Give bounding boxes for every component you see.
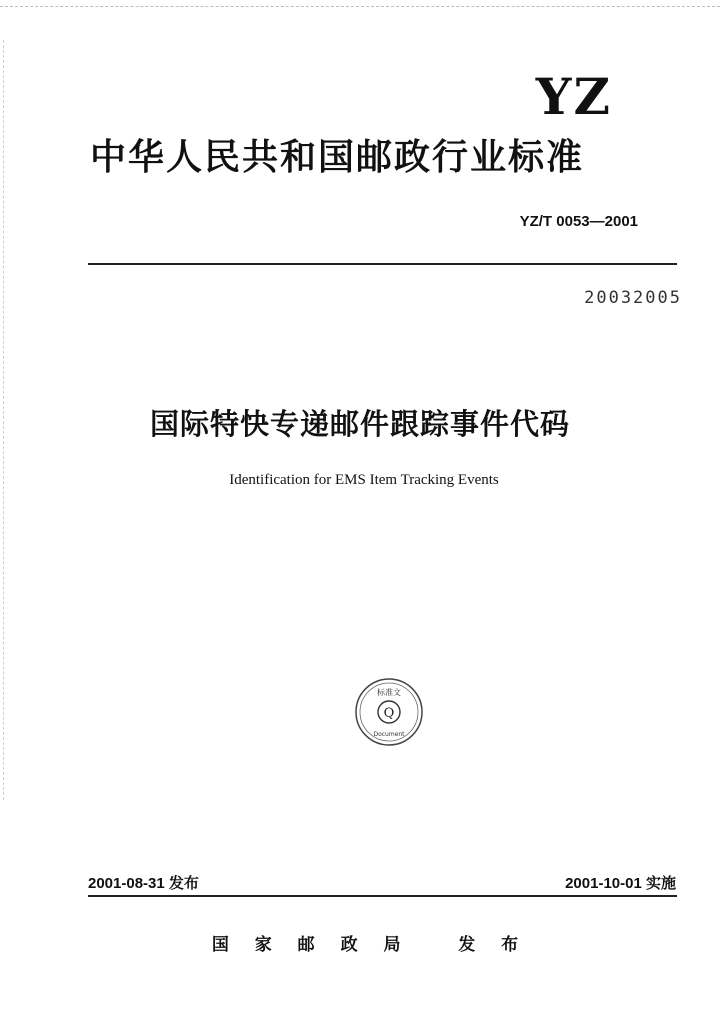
svg-text:Document: Document (373, 731, 405, 738)
header-divider (88, 263, 677, 265)
svg-text:标准文: 标准文 (377, 688, 401, 697)
footer-divider (88, 895, 677, 897)
standard-code: YZ (535, 67, 612, 126)
scan-edge-top (0, 6, 720, 7)
document-title-chinese: 国际特快专递邮件跟踪事件代码 (149, 407, 570, 441)
publish-date: 2001-08-31 发布 (88, 875, 199, 892)
standards-document-seal-icon (353, 676, 425, 748)
standard-category-title: 中华人民共和国邮政行业标准 (90, 137, 585, 178)
standard-number: YZ/T 0053—2001 (519, 213, 638, 230)
svg-text:Q: Q (383, 706, 395, 721)
issuing-authority: 国 家 邮 政 局 发 布 (211, 935, 529, 955)
document-title-english: Identification for EMS Item Tracking Events (229, 472, 499, 488)
serial-number-stamp: 20032005 (584, 288, 682, 308)
implement-date: 2001-10-01 实施 (565, 875, 676, 892)
